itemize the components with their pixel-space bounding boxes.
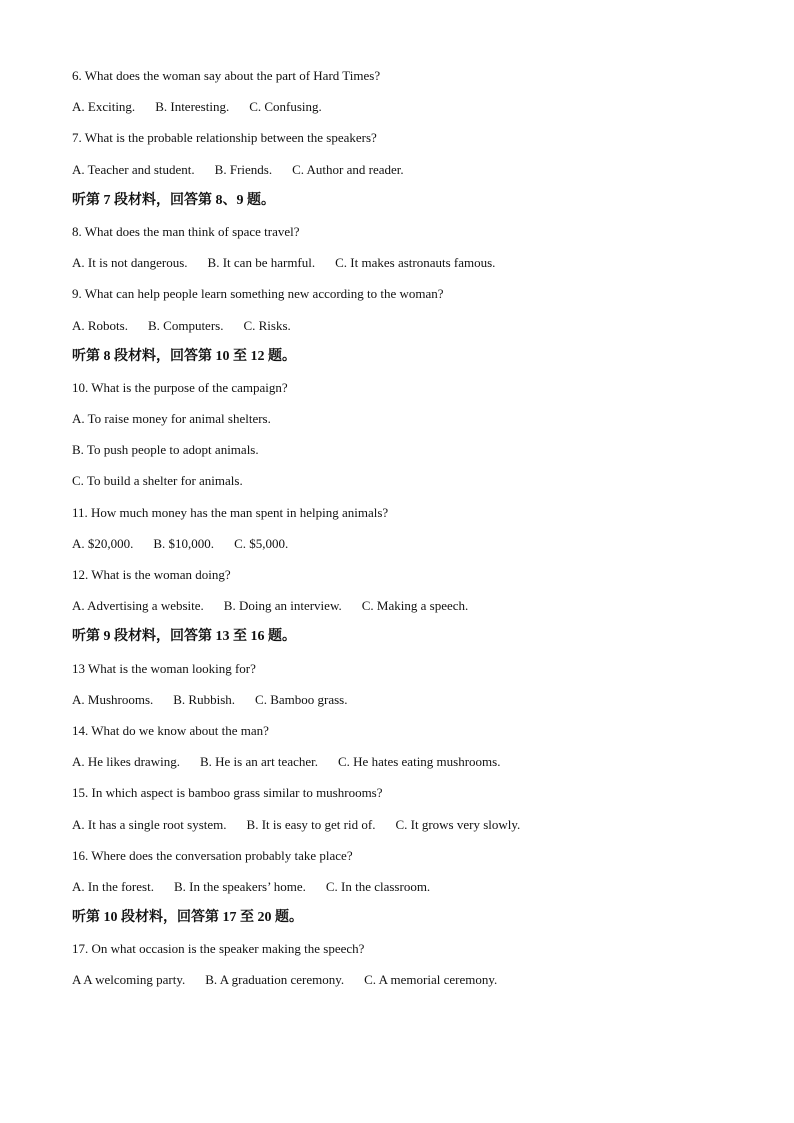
answer-options bbox=[72, 95, 732, 126]
answer-options bbox=[72, 968, 732, 999]
section-heading: 听第 10 段材料，回答第 17 至 20 题。 bbox=[72, 910, 303, 926]
section-heading: 听第 8 段材料，回答第 10 至 12 题。 bbox=[72, 348, 296, 364]
answer-option: A. Robots. bbox=[72, 317, 128, 333]
answer-options bbox=[72, 594, 732, 625]
answer-option: C. A memorial ceremony. bbox=[364, 972, 498, 988]
question-line: 15. In which aspect is bamboo grass similar to mushrooms? bbox=[72, 785, 383, 801]
question-line: 9. What can help people learn something new according to the woman? bbox=[72, 286, 444, 302]
answer-option: C. Making a speech. bbox=[361, 598, 469, 614]
answer-option: B. Rubbish. bbox=[173, 691, 236, 707]
question-line: 16. Where does the conversation probably take place? bbox=[72, 847, 353, 863]
question-line: 13 What is the woman looking for? bbox=[72, 660, 256, 676]
answer-options bbox=[72, 251, 732, 282]
answer-option: B. Friends. bbox=[214, 161, 273, 177]
question-line: 11. How much money has the man spent in helping animals? bbox=[72, 504, 389, 520]
answer-option: C. It makes astronauts famous. bbox=[335, 255, 496, 271]
answer-option: C. Risks. bbox=[243, 317, 291, 333]
answer-option: A A welcoming party. bbox=[72, 972, 186, 988]
answer-option: A. $20,000. bbox=[72, 535, 134, 551]
answer-option: C. He hates eating mushrooms. bbox=[338, 754, 501, 770]
question-line: 17. On what occasion is the speaker making the speech? bbox=[72, 941, 365, 957]
answer-option: B. It can be harmful. bbox=[207, 255, 316, 271]
question-line: 10. What is the purpose of the campaign? bbox=[72, 379, 288, 395]
answer-options bbox=[72, 314, 732, 345]
answer-option: B. Interesting. bbox=[155, 99, 230, 115]
question-line: 8. What does the man think of space travel? bbox=[72, 223, 300, 239]
question-line: A. To raise money for animal shelters. bbox=[72, 411, 271, 427]
answer-option: A. Exciting. bbox=[72, 99, 136, 115]
answer-option: A. It is not dangerous. bbox=[72, 255, 188, 271]
question-line: 14. What do we know about the man? bbox=[72, 722, 269, 738]
answer-option: B. $10,000. bbox=[153, 535, 215, 551]
answer-option: B. In the speakers’ home. bbox=[173, 878, 306, 894]
answer-option: A. He likes drawing. bbox=[72, 754, 180, 770]
answer-option: C. Author and reader. bbox=[292, 161, 404, 177]
answer-option: C. $5,000. bbox=[234, 535, 289, 551]
question-line: 7. What is the probable relationship between the speakers? bbox=[72, 130, 377, 146]
question-line: 6. What does the woman say about the part of Hard Times? bbox=[72, 68, 381, 83]
answer-option: C. Bamboo grass. bbox=[255, 691, 348, 707]
answer-option: B. A graduation ceremony. bbox=[205, 972, 345, 988]
section-heading: 听第 9 段材料，回答第 13 至 16 题。 bbox=[72, 629, 296, 645]
answer-option: A. Mushrooms. bbox=[72, 691, 154, 707]
question-line: C. To build a shelter for animals. bbox=[72, 473, 243, 489]
answer-option: A. In the forest. bbox=[72, 878, 154, 894]
answer-option: A. Advertising a website. bbox=[72, 598, 204, 614]
answer-options bbox=[72, 158, 732, 189]
answer-options bbox=[72, 813, 732, 844]
answer-option: C. In the classroom. bbox=[325, 878, 431, 894]
answer-option: A. Teacher and student. bbox=[72, 161, 195, 177]
answer-option: B. Computers. bbox=[147, 317, 224, 333]
answer-option: A. It has a single root system. bbox=[72, 816, 227, 832]
question-line: B. To push people to adopt animals. bbox=[72, 442, 259, 458]
exam-page bbox=[72, 64, 732, 1000]
answer-options bbox=[72, 750, 732, 781]
question-line: 12. What is the woman doing? bbox=[72, 567, 231, 582]
answer-option: B. It is easy to get rid of. bbox=[246, 816, 376, 832]
answer-options bbox=[72, 532, 732, 563]
answer-option: C. Confusing. bbox=[249, 99, 322, 115]
answer-option: B. He is an art teacher. bbox=[199, 754, 318, 770]
answer-options bbox=[72, 875, 732, 906]
answer-options bbox=[72, 688, 732, 719]
answer-option: B. Doing an interview. bbox=[223, 598, 342, 614]
section-heading: 听第 7 段材料，回答第 8、9 题。 bbox=[72, 192, 275, 208]
answer-option: C. It grows very slowly. bbox=[395, 816, 521, 832]
